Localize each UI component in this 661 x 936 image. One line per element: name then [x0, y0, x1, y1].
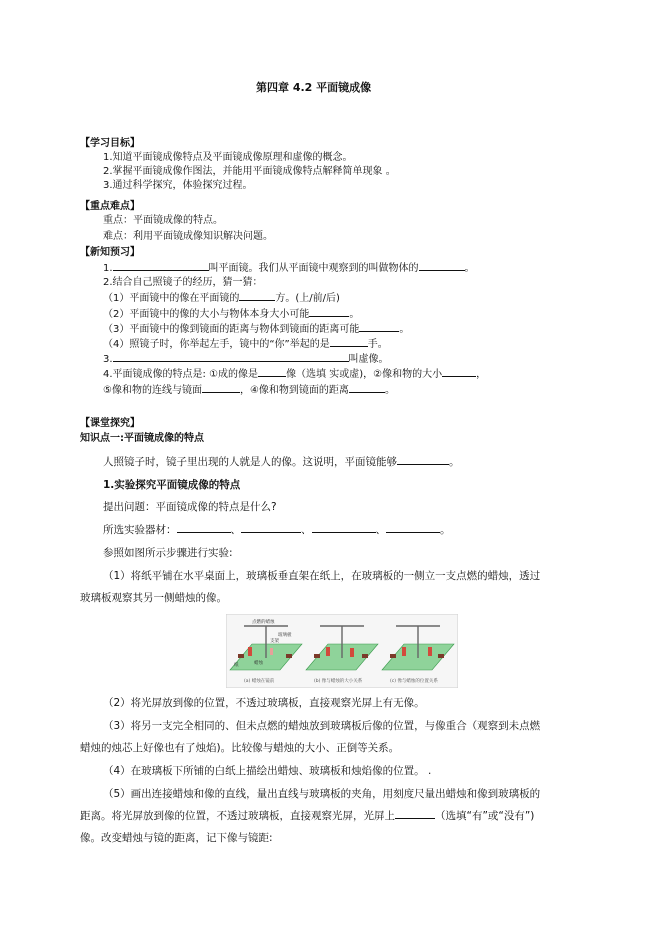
q1-end: 。	[464, 263, 475, 274]
q2-1-text-a: （1）平面镜中的像在平面镜的	[103, 293, 240, 304]
q2-4-blank[interactable]	[330, 337, 368, 347]
q1-blank-2[interactable]	[419, 261, 465, 271]
preview-q4-line2	[103, 383, 395, 397]
q4-blank-2[interactable]	[442, 367, 476, 377]
q1-blank-1[interactable]	[113, 261, 209, 271]
s5-text-b: （选填“有”或“没有”)	[435, 810, 535, 822]
q4-blank-3[interactable]	[202, 383, 240, 393]
difficult-point: 难点：利用平面镜成像知识解决问题。	[103, 231, 273, 242]
step-5-line-1: （5）画出连接蜡烛和像的直线，量出直线与玻璃板的夹角，用刻度尺量出蜡烛和像到玻璃板的	[103, 788, 541, 800]
separator: 、	[230, 524, 241, 536]
q1-prefix: 1.	[103, 263, 113, 274]
q2-2-text-a: （2）平面镜中的像的大小与物体本身大小可能	[103, 309, 310, 320]
fig-caption-b: (b) 像与蜡烛的大小关系	[314, 679, 363, 684]
explore-heading: 【课堂探究】	[80, 418, 140, 429]
knowledge-point-1: 知识点一:平面镜成像的特点	[80, 433, 204, 444]
steps-intro: 参照如图所示步骤进行实验:	[103, 547, 233, 559]
material-blank-2[interactable]	[241, 523, 301, 533]
materials-label: 所选实验器材：	[103, 524, 177, 536]
s5-text-a: 距离。将光屏放到像的位置，不透过玻璃板，直接观察光屏，光屏上	[80, 810, 395, 822]
step-1-line-1: （1）将纸平铺在水平桌面上，玻璃板垂直架在纸上，在玻璃板的一侧立一支点燃的蜡烛，透过	[103, 570, 541, 582]
preview-q2-2	[103, 307, 359, 321]
preview-q4	[103, 367, 486, 381]
q4-blank-1[interactable]	[258, 367, 286, 377]
preview-q1	[103, 261, 475, 275]
keypoints-heading: 【重点难点】	[80, 201, 140, 212]
step-4: （4）在玻璃板下所铺的白纸上描绘出蜡烛、玻璃板和烛焰像的位置。 .	[103, 765, 432, 777]
material-blank-3[interactable]	[312, 523, 376, 533]
q2-1-text-b: 方。(上/前/后)	[275, 293, 340, 304]
step-5-line-2	[80, 809, 534, 823]
materials-line	[103, 523, 451, 537]
goal-item-2: 2.掌握平面镜成像作图法，并能用平面镜成像特点解释简单现象 。	[103, 166, 396, 177]
separator: 、	[375, 524, 386, 536]
question-line: 提出问题：平面镜成像的特点是什么?	[103, 501, 277, 513]
q4-text-f: 。	[384, 385, 395, 396]
important-point: 重点：平面镜成像的特点。	[103, 215, 223, 226]
q1-middle: 叫平面镜。我们从平面镜中观察到的叫做物体的	[208, 263, 419, 274]
q2-4-text-a: （4）照镜子时，你举起左手，镜中的“你”举起的是	[103, 339, 330, 350]
q3-prefix: 3.	[103, 354, 113, 365]
experiment-diagram	[226, 614, 458, 688]
goals-heading: 【学习目标】	[80, 138, 140, 149]
separator: 、	[301, 524, 312, 536]
step-2: （2）将光屏放到像的位置，不透过玻璃板，直接观察光屏上有无像。	[103, 697, 425, 709]
q4-text-e: ，④像和物到镜面的距离	[239, 385, 349, 396]
step-3-line-2: 蜡烛的烛芯上好像也有了烛焰)。比较像与蜡烛的大小、正倒等关系。	[80, 742, 400, 754]
fig-caption-a: (a) 蜡烛在镜前	[244, 679, 275, 684]
fig-label-stand: 支架	[270, 639, 279, 644]
preview-q3	[103, 352, 389, 366]
q3-blank[interactable]	[113, 352, 349, 362]
fig-label-candle-lit: 点燃的蜡烛	[252, 620, 275, 625]
s5-blank[interactable]	[395, 809, 435, 819]
preview-q2-1	[103, 291, 340, 305]
p1-text-b: 。	[449, 456, 460, 468]
q2-2-blank[interactable]	[309, 307, 349, 317]
p1-blank[interactable]	[397, 455, 449, 465]
q2-3-text-a: （3）平面镜中的像到镜面的距离与物体到镜面的距离可能	[103, 324, 360, 335]
fig-label-paper: 纸	[234, 663, 239, 668]
material-blank-1[interactable]	[177, 523, 231, 533]
fig-caption-c: (c) 像与蜡烛的位置关系	[390, 679, 438, 684]
explore-p1	[103, 455, 460, 469]
q3-end: 叫虚像。	[348, 354, 389, 365]
goal-item-1: 1.知道平面镜成像特点及平面镜成像原理和虚像的概念。	[103, 152, 353, 163]
preview-q2-3	[103, 322, 409, 336]
goal-item-3: 3.通过科学探究，体验探究过程。	[103, 180, 253, 191]
step-5-line-3: 像。改变蜡烛与镜的距离，记下像与镜距:	[80, 832, 273, 844]
preview-q2-4	[103, 337, 388, 351]
q2-3-blank[interactable]	[359, 322, 399, 332]
q4-text-d: ⑤像和物的连线与镜面	[103, 385, 202, 396]
experiment-figure	[226, 614, 458, 688]
q2-4-text-b: 手。	[367, 339, 388, 350]
sub-heading-1: 1.实验探究平面镜成像的特点	[103, 479, 241, 491]
fig-label-glass: 玻璃板	[278, 633, 292, 638]
q4-blank-4[interactable]	[349, 383, 385, 393]
preview-q2: 2.结合自己照镜子的经历，猜一猜：	[103, 277, 263, 288]
preview-heading: 【新知预习】	[80, 247, 140, 258]
fig-label-candle: 蜡烛	[254, 661, 263, 666]
q4-text-b: 像（选填 实或虚)，②像和物的大小	[286, 369, 443, 380]
q4-text-c: ，	[476, 369, 487, 380]
q2-1-blank[interactable]	[239, 291, 275, 301]
q2-2-text-b: 。	[349, 309, 360, 320]
step-3-line-1: （3）将另一支完全相同的、但未点燃的蜡烛放到玻璃板后像的位置，与像重合（观察到未点燃	[103, 720, 541, 732]
q4-text-a: 4.平面镜成像的特点是: ①成的像是	[103, 369, 259, 380]
step-1-line-2: 玻璃板观察其另一侧蜡烛的像。	[80, 592, 227, 604]
p1-text-a: 人照镜子时，镜子里出现的人就是人的像。这说明，平面镜能够	[103, 456, 397, 468]
material-blank-4[interactable]	[386, 523, 440, 533]
period: 。	[440, 524, 451, 536]
page-title: 第四章 4.2 平面镜成像	[256, 81, 372, 94]
q2-3-text-b: 。	[399, 324, 410, 335]
